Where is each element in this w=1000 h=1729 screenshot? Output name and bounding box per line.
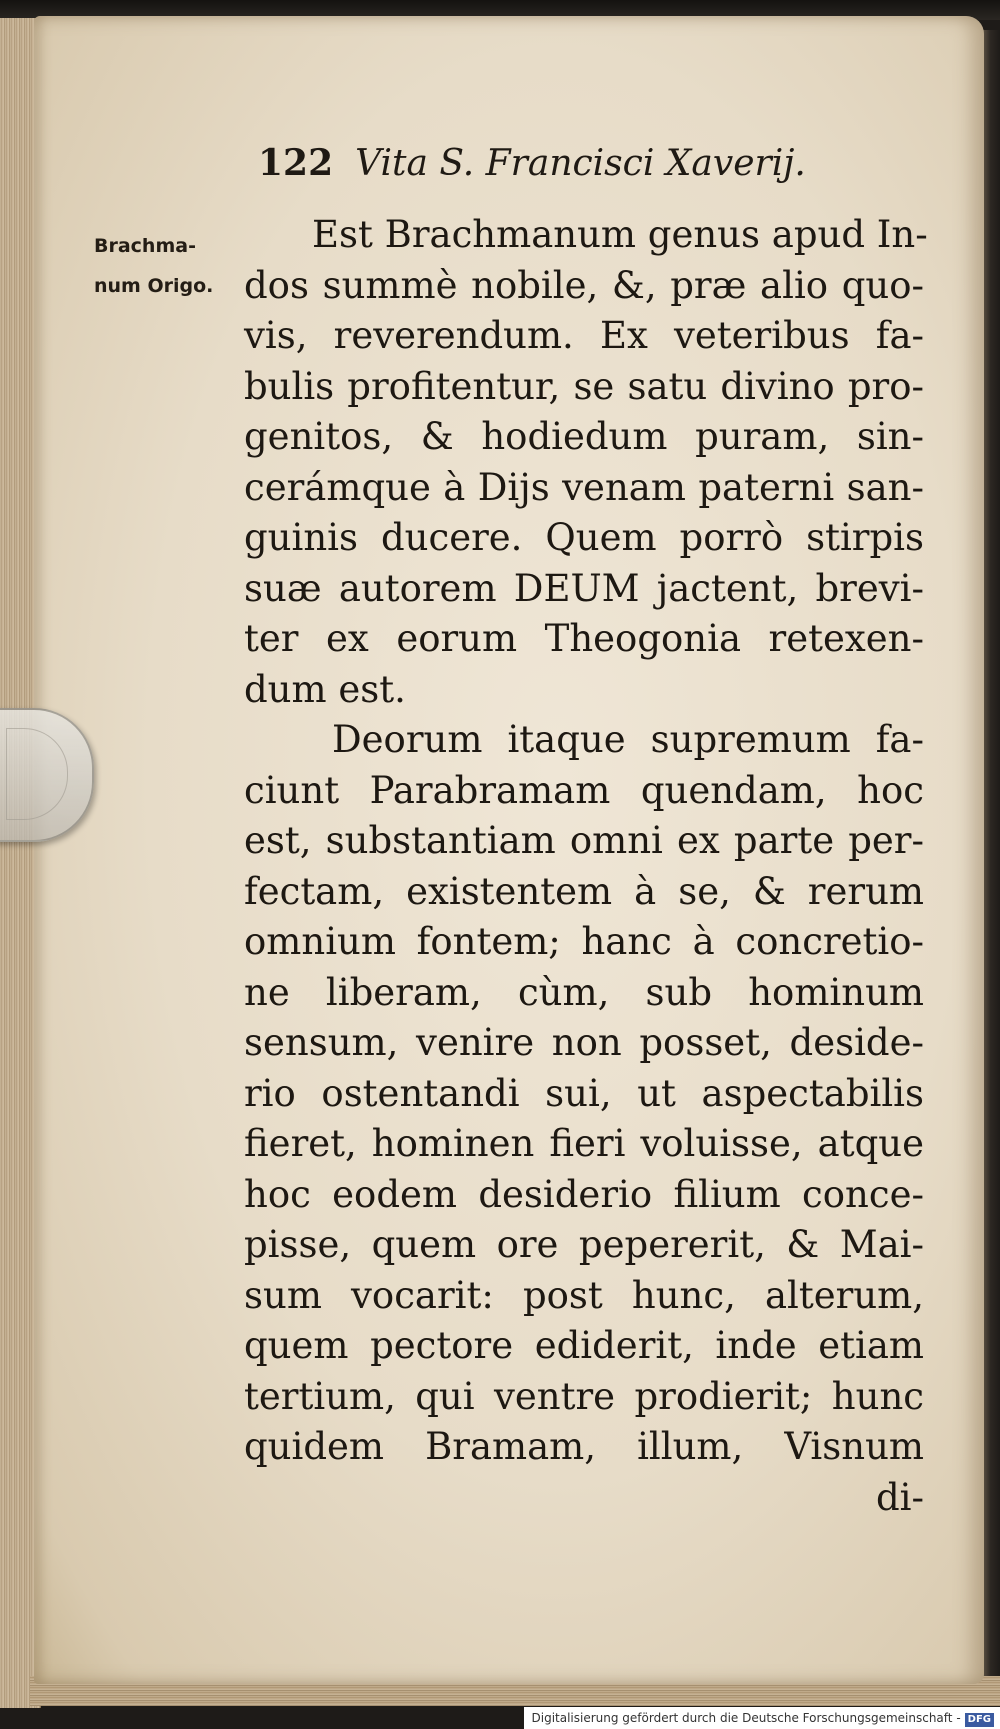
text-line: ter ex eorum Theogonia retexen- <box>244 617 924 660</box>
text-line: omnium fontem; hanc à concretio- <box>244 920 924 963</box>
text-line: fectam, existentem à se, & rerum <box>244 869 924 913</box>
text-line: est, substantiam omni ex parte per- <box>244 819 924 862</box>
text-line: quidem Bramam, illum, Visnum <box>244 1425 924 1468</box>
dfg-logo-badge: DFG <box>965 1713 994 1727</box>
marginal-note-line: Brachma- <box>94 235 196 257</box>
text-line: bulis profitentur, se satu divino pro- <box>244 364 924 408</box>
text-line: quem pectore ediderit, inde etiam <box>244 1324 924 1367</box>
page-clip-inner <box>6 728 68 820</box>
running-title: Vita S. Francisci Xaverij. <box>355 143 806 184</box>
text-line: fieret, hominen fieri voluisse, atque <box>244 1122 924 1165</box>
text-line: suæ autorem DEUM jactent, brevi- <box>244 566 924 610</box>
text-line: genitos, & hodiedum puram, sin- <box>244 415 924 458</box>
marginal-note <box>94 226 244 306</box>
text-line: Deorum itaque supremum fa- <box>332 718 924 761</box>
catchword: di- <box>875 1475 924 1519</box>
text-line: tertium, qui ventre prodierit; hunc <box>244 1374 924 1418</box>
text-line: sum vocarit: post hunc, alterum, <box>244 1273 924 1317</box>
text-line: rio ostentandi sui, ut aspectabilis <box>244 1071 924 1115</box>
text-line: cerámque à Dijs venam paterni san- <box>244 465 924 509</box>
text-line: guinis ducere. Quem porrò stirpis <box>244 516 924 559</box>
text-line: ciunt Parabramam quendam, hoc <box>244 768 924 812</box>
paragraph-1 <box>244 210 928 715</box>
text-line: dum est. <box>244 667 406 711</box>
text-line: dos summè nobile, &, præ alio quo- <box>244 263 924 307</box>
text-line: vis, reverendum. Ex veteribus fa- <box>244 314 924 357</box>
paragraph-2 <box>244 715 924 1473</box>
text-line: sensum, venire non posset, deside- <box>244 1021 924 1064</box>
marginal-note-line: num Origo. <box>94 275 214 297</box>
text-line: pisse, quem ore pepererit, & Mai- <box>244 1223 924 1266</box>
digitization-footer <box>524 1707 1000 1729</box>
text-line: hoc eodem desiderio filium conce- <box>244 1172 924 1216</box>
page-number: 122 <box>258 142 334 184</box>
text-line: Est Brachmanum genus apud In- <box>312 213 928 256</box>
footer-credit: Digitalisierung gefördert durch die Deutsche Forschungsgemeinschaft - <box>531 1711 961 1725</box>
body-text <box>244 210 928 1523</box>
running-head <box>258 142 806 184</box>
text-line: ne liberam, cùm, sub hominum <box>244 970 924 1014</box>
